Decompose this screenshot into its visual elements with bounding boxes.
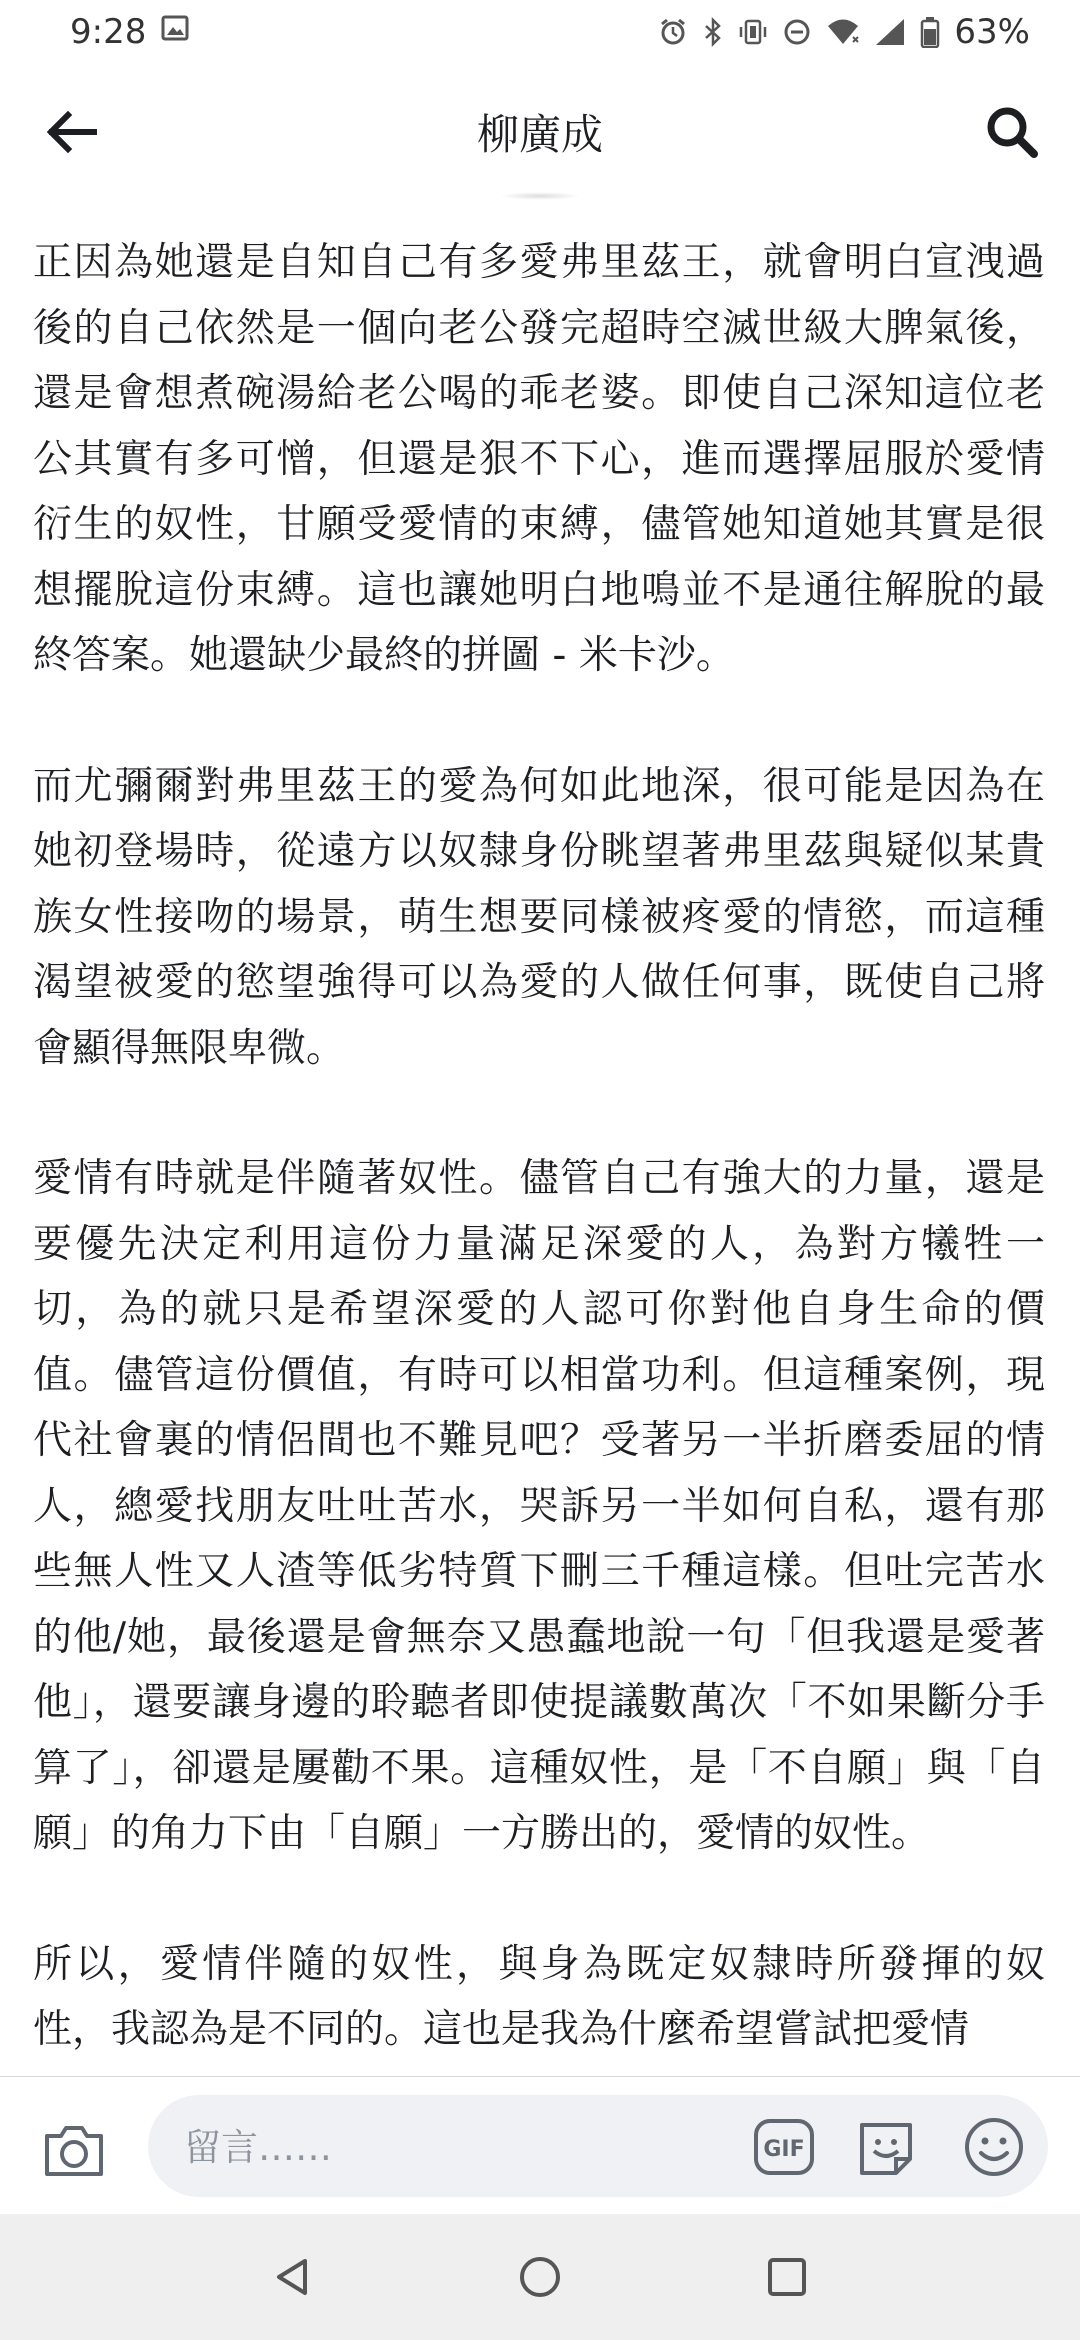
wifi-icon [826, 17, 860, 47]
dnd-icon [782, 17, 812, 47]
nav-recents-button[interactable] [747, 2237, 827, 2317]
comment-input[interactable] [182, 2095, 746, 2199]
status-bar [0, 0, 1080, 64]
comment-composer [0, 2076, 1080, 2215]
camera-button[interactable] [36, 2117, 112, 2185]
alarm-icon [658, 17, 688, 47]
header-shadow [500, 192, 580, 200]
gif-icon [752, 2115, 816, 2179]
emoji-icon [962, 2115, 1026, 2179]
article-paragraph-1: 正因為她還是自知自己有多愛弗里茲王，就會明白宣洩過後的自己依然是一個向老公發完超時空滅世級大脾氣後，還是會想煮碗湯給老公喝的乖老婆。即使自己深知這位老公其實有多可憎，但還是狠不下心，進而選擇屈服於愛情衍生的奴性，甘願受愛情的束縛，儘管她知道她其實是很想擺脫這份束縛。這也讓她明白地鳴並不是通往解脫的最終答案。她還缺少最終的拼圖 - 米卡沙。 [33, 240, 1045, 678]
article-body [33, 230, 1045, 2075]
article-paragraph-4: 所以，愛情伴隨的奴性，與身為既定奴隸時所發揮的奴性，我認為是不同的。這也是我為什麼希望嘗試把愛情 [33, 1941, 1045, 2052]
bluetooth-icon [702, 17, 724, 47]
battery-percent: 63% [954, 12, 1030, 52]
gif-label: GIF [763, 2137, 805, 2162]
system-nav-bar [0, 2214, 1080, 2340]
status-left [70, 12, 190, 52]
emoji-button[interactable] [962, 2115, 1026, 2179]
nav-home-icon [517, 2254, 563, 2300]
nav-recents-icon [766, 2256, 808, 2298]
status-time: 9:28 [70, 12, 147, 52]
gallery-icon [160, 12, 190, 52]
camera-icon [41, 2122, 107, 2180]
app-header [0, 64, 1080, 200]
nav-back-button[interactable] [253, 2237, 333, 2317]
signal-icon [874, 17, 906, 47]
back-button[interactable] [32, 92, 112, 172]
search-icon [982, 102, 1042, 162]
sticker-button[interactable] [854, 2115, 918, 2179]
page-title: 柳廣成 [476, 110, 603, 159]
battery-icon [920, 16, 940, 48]
article-paragraph-2: 而尤彌爾對弗里茲王的愛為何如此地深，很可能是因為在她初登場時，從遠方以奴隸身份眺望著弗里茲與疑似某貴族女性接吻的場景，萌生想要同樣被疼愛的情慾，而這種渴望被愛的慾望強得可以為愛的人做任何事，既使自己將會顯得無限卑微。 [33, 763, 1045, 1071]
nav-home-button[interactable] [500, 2237, 580, 2317]
search-button[interactable] [972, 92, 1052, 172]
back-arrow-icon [42, 107, 102, 157]
gif-button[interactable] [752, 2115, 816, 2179]
vibrate-icon [738, 17, 768, 47]
nav-back-icon [271, 2255, 315, 2299]
article-paragraph-3: 愛情有時就是伴隨著奴性。儘管自己有強大的力量，還是要優先決定利用這份力量滿足深愛的人，為對方犧牲一切，為的就只是希望深愛的人認可你對他自身生命的價值。儘管這份價值，有時可以相當功利。但這種案例，現代社會裏的情侶間也不難見吧？受著另一半折磨委屈的情人，總愛找朋友吐吐苦水，哭訴另一半如何自私，還有那些無人性又人渣等低劣特質下刪三千種這樣。但吐完苦水的他/她，最後還是會無奈又愚蠢地說一句「但我還是愛著他」，還要讓身邊的聆聽者即使提議數萬次「不如果斷分手算了」，卻還是屢勸不果。這種奴性，是「不自願」與「自願」的角力下由「自願」一方勝出的，愛情的奴性。 [33, 1156, 1045, 1856]
sticker-icon [854, 2115, 918, 2179]
comment-field [148, 2095, 1048, 2197]
status-right [658, 12, 1030, 52]
